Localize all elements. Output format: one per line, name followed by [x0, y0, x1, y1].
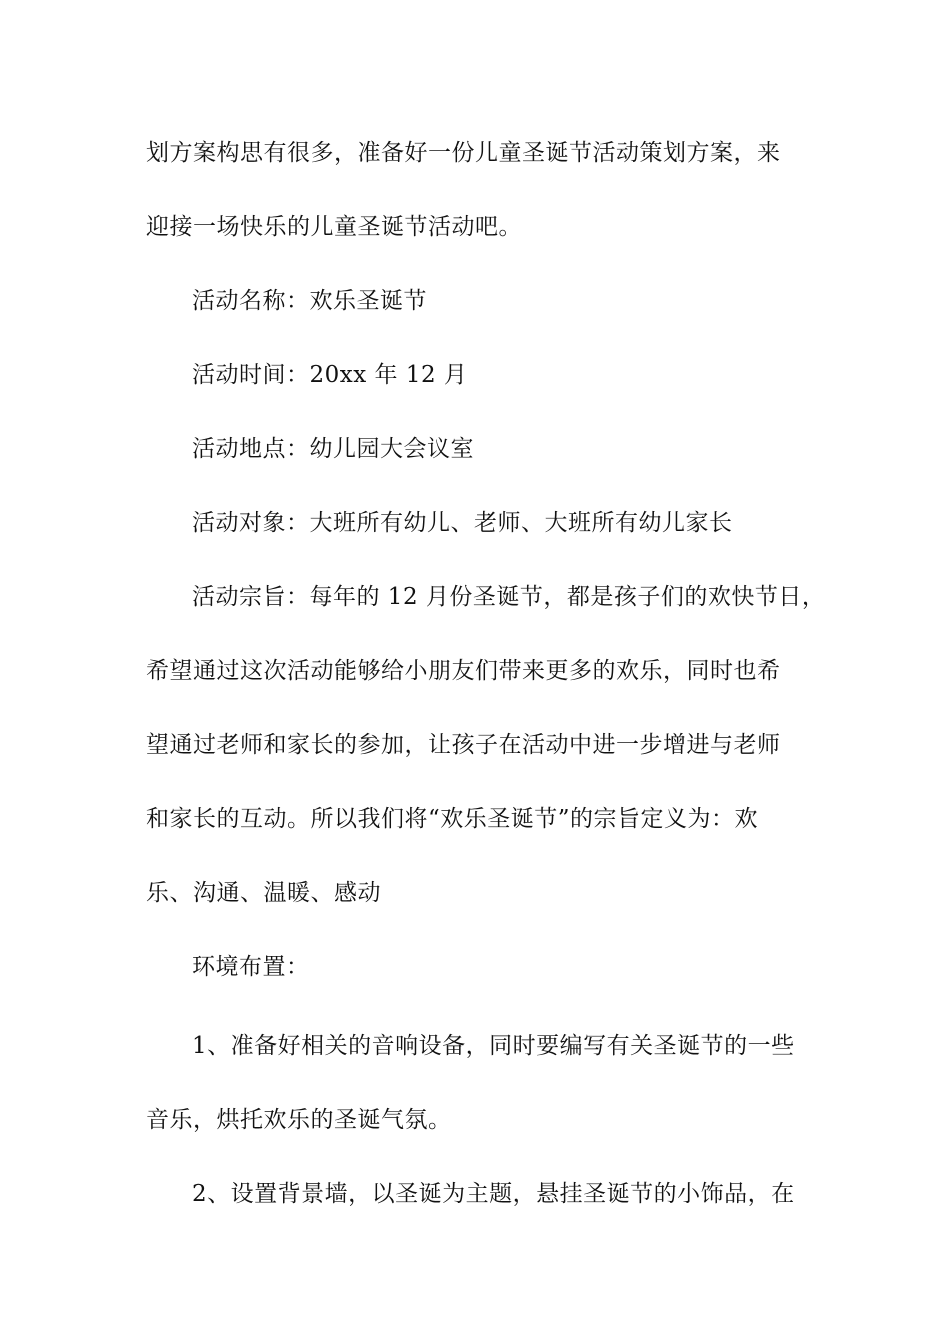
text-line: 乐、沟通、温暖、感动	[146, 880, 381, 906]
activity-location-line: 活动地点：幼儿园大会议室	[192, 436, 474, 462]
activity-audience-line: 活动对象：大班所有幼儿、老师、大班所有幼儿家长	[192, 510, 733, 536]
text-line: 希望通过这次活动能够给小朋友们带来更多的欢乐，同时也希	[146, 658, 781, 684]
activity-time-line: 活动时间：20xx 年 12 月	[192, 362, 468, 388]
list-item: 2、设置背景墙，以圣诞为主题，悬挂圣诞节的小饰品，在	[192, 1181, 795, 1207]
text-line: 望通过老师和家长的参加，让孩子在活动中进一步增进与老师	[146, 732, 781, 758]
text-line: 和家长的互动。所以我们将“欢乐圣诞节”的宗旨定义为：欢	[146, 806, 759, 832]
activity-name-line: 活动名称：欢乐圣诞节	[192, 288, 427, 314]
text-line: 音乐，烘托欢乐的圣诞气氛。	[146, 1107, 452, 1133]
list-item: 1、准备好相关的音响设备，同时要编写有关圣诞节的一些	[192, 1033, 795, 1059]
text-line: 划方案构思有很多，准备好一份儿童圣诞节活动策划方案，来	[146, 140, 781, 166]
section-heading-environment: 环境布置：	[192, 954, 310, 980]
text-line: 迎接一场快乐的儿童圣诞节活动吧。	[146, 214, 522, 240]
activity-purpose-line: 活动宗旨：每年的 12 月份圣诞节，都是孩子们的欢快节日，	[192, 584, 826, 610]
